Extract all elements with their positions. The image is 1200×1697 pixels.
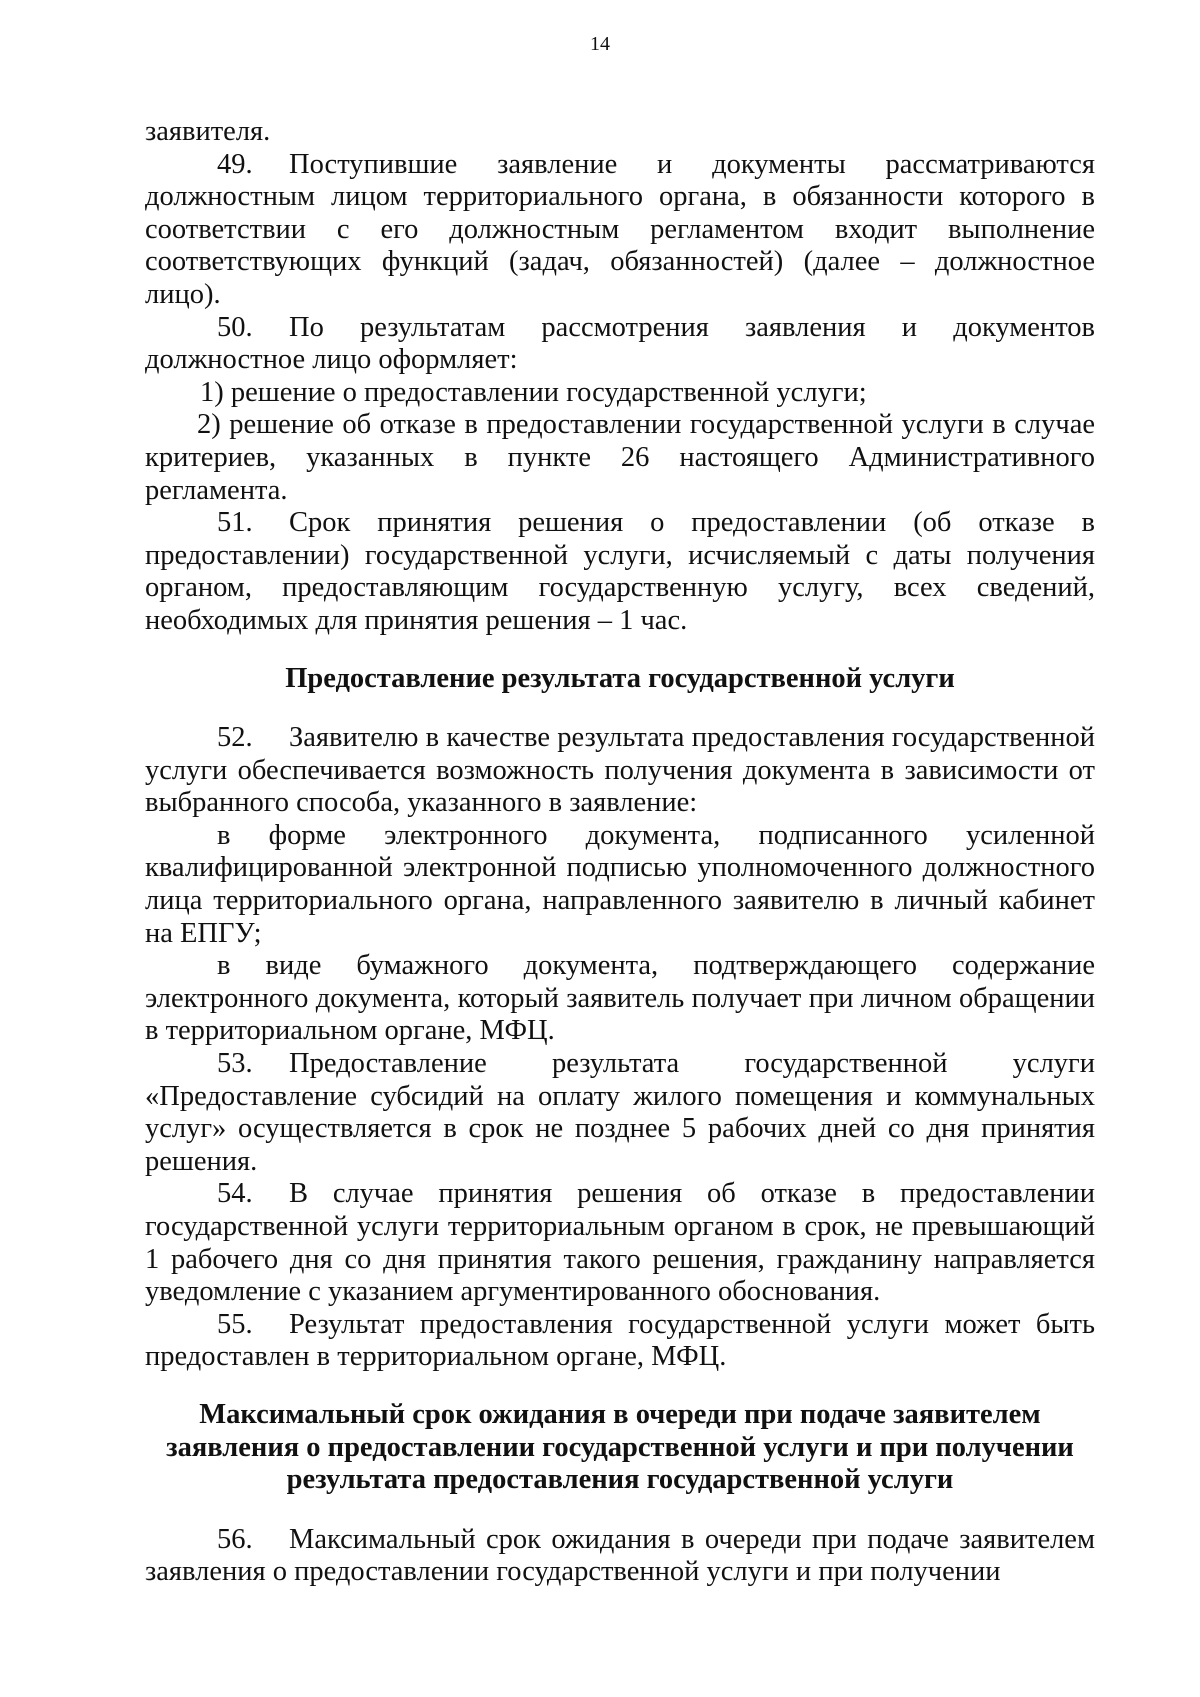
paragraph-text: Результат предоставления государственной услуги может быть предоставлен в территориальном органе, МФЦ.: [145, 1308, 1095, 1373]
paragraph-56: [145, 1524, 1095, 1589]
page-number: 14: [590, 33, 610, 55]
paragraph-number: 56.: [217, 1523, 253, 1555]
paragraph-55: [145, 1309, 1095, 1374]
paragraph-text: По результатам рассмотрения заявления и документов должностное лицо оформляет:: [145, 311, 1095, 376]
paragraph-text: В случае принятия решения об отказе в предоставлении государственной услуги территориальным органом в срок, не превышающий 1 рабочего дня со дня принятия такого решения, гражданину направляется уведомление с указанием аргументированного обоснования.: [145, 1178, 1095, 1308]
paragraph-text: Срок принятия решения о предоставлении (об отказе в предоставлении) государственной услуги, исчисляемый с даты получения органом, предоставляющим государственную услугу, всех сведений, необходимых для принятия решения – 1 час.: [145, 507, 1095, 636]
heading-line: заявления о предоставлении государственной услуги и при получении: [166, 1431, 1074, 1463]
paragraph-number: 52.: [217, 722, 253, 754]
paragraph-50: [145, 312, 1095, 377]
paragraph-51: [145, 507, 1095, 637]
heading-line: результата предоставления государственной услуги: [286, 1464, 954, 1496]
paragraph-text: Предоставление результата государственной услуги «Предоставление субсидий на оплату жилого помещения и коммунальных услуг» осуществляется в срок не позднее 5 рабочих дней со дня принятия решения.: [145, 1048, 1095, 1177]
paragraph-number: 54.: [217, 1178, 253, 1210]
heading-line: Максимальный срок ожидания в очереди при подаче заявителем: [199, 1398, 1041, 1430]
spacer: [145, 638, 1095, 663]
paragraph-52: [145, 722, 1095, 820]
document-body: [145, 116, 1095, 1589]
paragraph-number: 51.: [217, 507, 253, 539]
paragraph-54: [145, 1178, 1095, 1308]
paragraph-53: [145, 1048, 1095, 1178]
paragraph-number: 55.: [217, 1308, 253, 1340]
option-paper: в виде бумажного документа, подтверждающего содержание электронного документа, который заявитель получает при личном обращении в территориальном органе, МФЦ.: [145, 950, 1095, 1047]
paragraph-text: Максимальный срок ожидания в очереди при подаче заявителем заявления о предоставлении государственной услуги и при получении: [145, 1523, 1095, 1588]
section-heading-result: Предоставление результата государственной услуги: [285, 662, 955, 694]
section-heading-queue: [145, 1399, 1095, 1497]
list-item-2: 2) решение об отказе в предоставлении государственной услуги в случае критериев, указанных в пункте 26 настоящего Административного регламента.: [145, 409, 1095, 506]
list-item-1: 1) решение о предоставлении государственной услуги;: [200, 376, 867, 408]
paragraph-number: 49.: [217, 148, 253, 180]
paragraph-text: Поступившие заявление и документы рассматриваются должностным лицом территориального органа, в обязанности которого в соответствии с его должностным регламентом входит выполнение соответствующих функций (задач, обязанностей) (далее – должностное лицо).: [145, 148, 1095, 310]
paragraph-continuation: заявителя.: [145, 116, 271, 147]
spacer: [145, 1374, 1095, 1399]
paragraph-49: [145, 149, 1095, 312]
paragraph-text: Заявителю в качестве результата предоставления государственной услуги обеспечивается возможность получения документа в зависимости от выбранного способа, указанного в заявление:: [145, 722, 1095, 819]
option-electronic: в форме электронного документа, подписанного усиленной квалифицированной электронной подписью уполномоченного должностного лица территориального органа, направленного заявителю в личный кабинет на ЕПГУ;: [145, 819, 1095, 949]
spacer: [145, 695, 1095, 722]
paragraph-number: 50.: [217, 311, 253, 343]
paragraph-number: 53.: [217, 1048, 253, 1080]
spacer: [145, 1497, 1095, 1524]
